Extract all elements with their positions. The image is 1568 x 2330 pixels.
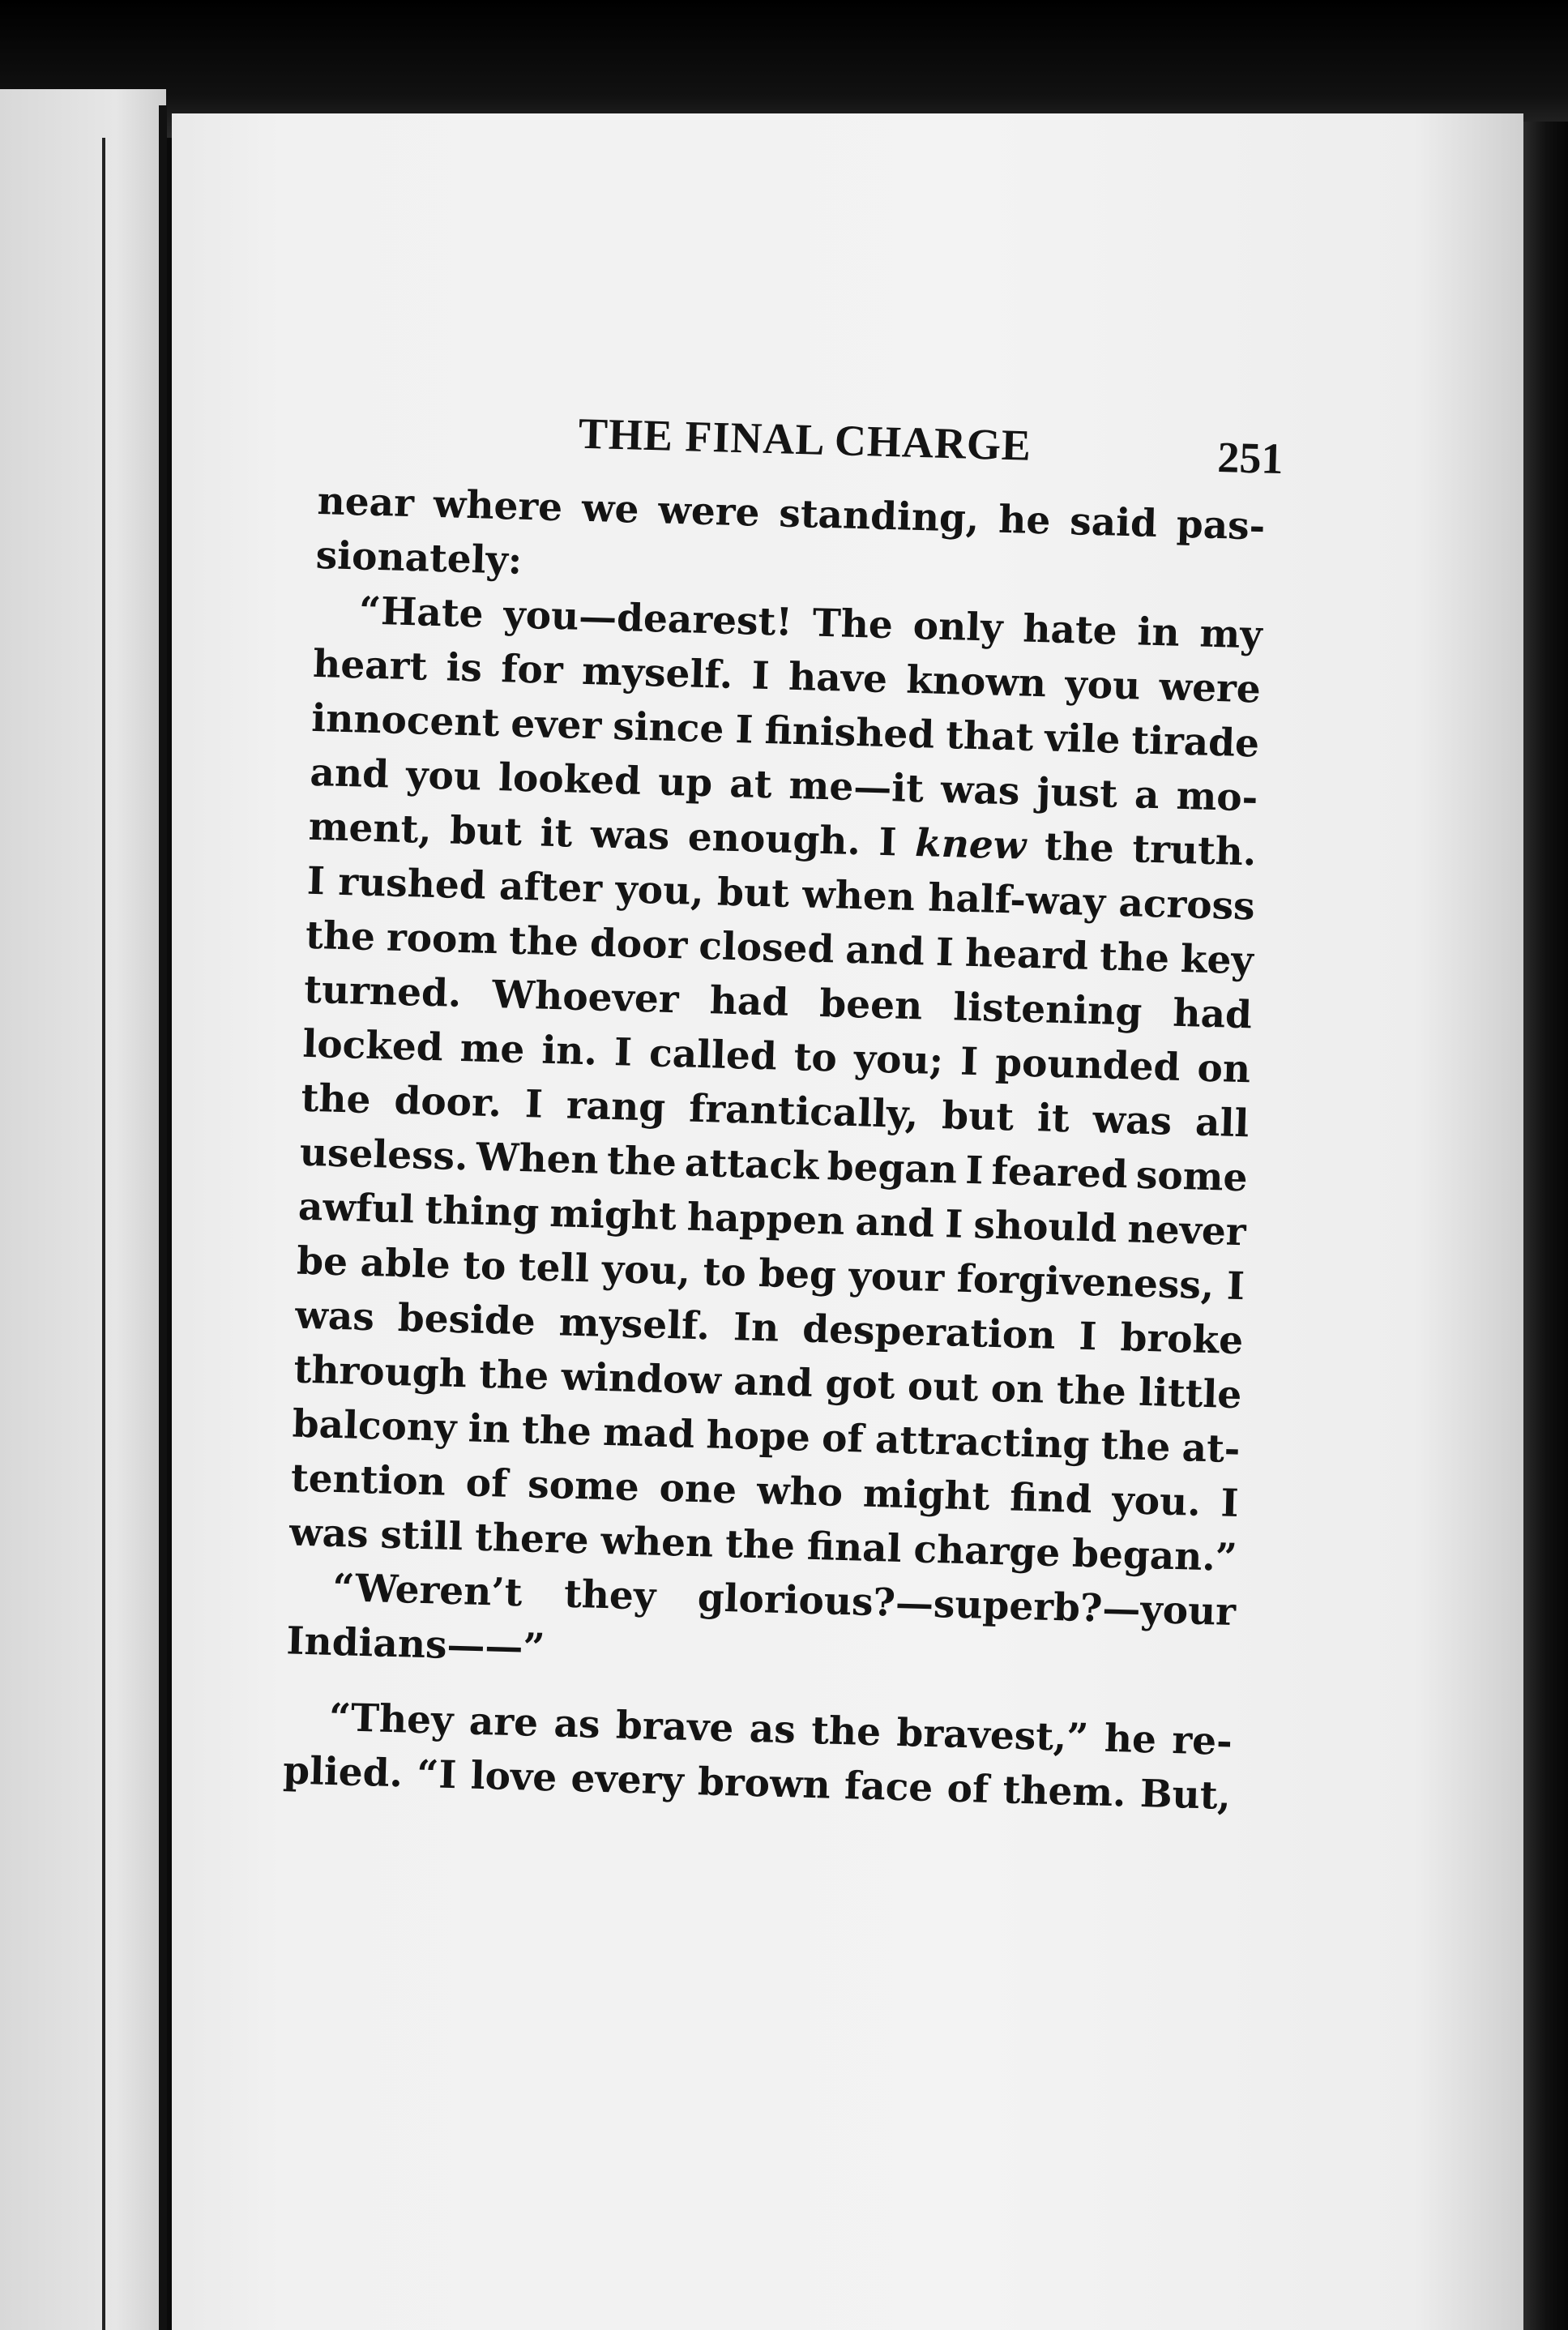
word: hate [1022,606,1118,654]
word: was [1092,1097,1173,1144]
word: said [1069,499,1158,546]
word: I [1226,1263,1245,1310]
word: closed [698,923,835,973]
word: as [749,1706,797,1753]
word: still [379,1512,464,1560]
word: plied. [282,1748,404,1797]
word: beside [397,1296,536,1345]
word: But, [1139,1772,1232,1819]
word: feared [990,1148,1129,1198]
word: after [498,864,603,912]
word: is [445,645,483,691]
word: you, [614,867,705,915]
word: attracting [874,1417,1090,1469]
word: of [821,1416,865,1462]
word: I [878,819,898,866]
word: Whoever [491,973,680,1023]
word: began.” [1071,1531,1238,1581]
word: in [467,1406,511,1452]
word: in. [540,1028,598,1075]
word: my [1198,611,1263,658]
word: you—dearest! [502,592,793,645]
word: tell [518,1245,591,1292]
word: pounded [994,1040,1181,1091]
word: love [470,1753,558,1801]
word: balcony [292,1401,458,1451]
word: got [824,1362,896,1409]
word: able [359,1240,451,1288]
word: desperation [801,1306,1057,1358]
word: I [1078,1314,1098,1360]
word: heard [964,930,1089,979]
word: you. [1111,1477,1202,1525]
word: but [716,870,790,917]
word: I [750,653,771,699]
word: one [658,1465,737,1513]
word: I [964,1148,985,1194]
word: room [386,915,498,964]
word: Indians——” [285,1618,546,1671]
word: it [1036,1096,1070,1142]
word: hope [705,1413,811,1460]
word: and [844,927,925,975]
word: “Hate [358,588,485,637]
word: In [733,1305,780,1351]
word: window [561,1354,722,1404]
word: some [527,1462,640,1511]
word: near [316,478,415,527]
word: who [756,1469,844,1516]
word: the [606,1138,677,1186]
word: the [305,913,376,960]
word: all [1194,1100,1250,1147]
word: he [1104,1716,1157,1763]
word: might [862,1471,991,1520]
word: brown [697,1759,831,1808]
word: to [702,1250,747,1296]
word: but [941,1093,1015,1140]
word: across [1117,880,1256,930]
word: I [944,1202,964,1247]
word: they [563,1571,656,1619]
word: on [990,1366,1045,1413]
word: ment, [308,804,433,853]
word: When [475,1135,600,1183]
word: it [539,810,574,857]
word: bravest,” [895,1710,1090,1761]
word: a [1134,772,1160,819]
word: broke [1119,1315,1244,1364]
word: to [462,1243,507,1289]
word: glorious?—superb?—your [697,1575,1237,1635]
word: been [818,981,924,1029]
word: since [612,703,725,752]
word: final [806,1524,903,1571]
word: were [657,488,761,536]
word: enough. [687,814,861,865]
word: when [801,872,916,921]
word: was [590,812,671,859]
word: through [293,1347,468,1397]
word: the [1044,824,1115,871]
word: I [1220,1481,1240,1527]
word: myself. [581,648,733,698]
scan-background-right [1523,122,1568,2330]
word: to [793,1035,838,1081]
word: thing [424,1187,540,1236]
word: in [1136,609,1181,656]
word: of [946,1766,989,1812]
word: every [570,1756,685,1804]
word: are [468,1699,539,1746]
word: the [810,1708,882,1755]
word: door. [393,1078,502,1127]
word: the [478,1352,549,1400]
page-text-block [282,401,1284,1823]
word: The [812,601,894,648]
word: were [1158,665,1262,712]
word: I [935,930,955,976]
word: up [657,759,713,806]
running-title: THE FINAL CHARGE [578,408,1032,470]
word: be [296,1238,348,1285]
word: myself. [558,1300,711,1349]
word: your [848,1254,945,1302]
word: the [1100,1423,1172,1470]
word: on [1196,1045,1251,1092]
word: looked [498,755,642,804]
word: awful [297,1184,415,1233]
word: standing, [778,491,980,542]
word: only [912,603,1004,651]
word: I [306,858,326,904]
word: was [940,767,1021,814]
word: but [449,808,523,855]
word: where [433,481,563,531]
word: brave [615,1703,735,1751]
word: “They [328,1695,455,1744]
word: I [524,1082,544,1127]
word: listening [952,985,1143,1035]
word: me [459,1025,526,1073]
word: the [300,1075,372,1122]
word: innocent [310,695,501,746]
page-binding-edge [159,105,167,2330]
word: you, [601,1246,691,1294]
word: finished [763,708,935,758]
word: key [1180,936,1254,984]
word: as [553,1701,601,1747]
word: me—it [788,763,925,812]
word: had [1172,990,1253,1038]
word: I [959,1039,979,1085]
word: of [465,1460,509,1507]
word: you [405,753,482,800]
word: might [549,1191,677,1240]
word: locked [301,1021,444,1071]
word: turned. [303,967,462,1016]
word: frantically, [688,1086,920,1138]
word: pas- [1176,502,1266,549]
word: had [709,978,789,1025]
word: tirade [1130,718,1260,767]
word: sionately: [315,532,523,584]
word: happen [686,1195,846,1244]
word: them. [1002,1768,1127,1816]
word: mad [602,1409,695,1457]
word: there [474,1515,590,1563]
word: charge [912,1527,1061,1576]
word: and [854,1199,935,1246]
word: ever [510,701,603,749]
word: attack [684,1140,820,1189]
word: and [309,750,390,797]
word: the [521,1408,592,1455]
word: the [508,918,579,965]
word: the [1099,934,1170,981]
word: he [998,497,1052,544]
page-number: 251 [1216,432,1284,484]
word: never [1126,1207,1247,1255]
word: I [613,1030,633,1075]
word: half-way [927,875,1106,926]
word: door [589,921,689,968]
word: out [907,1364,979,1411]
word: vile [1044,716,1122,763]
word: beg [758,1251,837,1298]
word: “Weren’t [331,1565,523,1616]
word: known [905,657,1047,707]
word: should [972,1203,1118,1251]
word: I [734,708,754,753]
word: at- [1181,1426,1241,1473]
word: for [500,647,564,694]
word: was [294,1293,375,1340]
word: find [1009,1475,1093,1523]
word: tention [290,1456,446,1505]
word: and [733,1359,814,1406]
word: we [581,485,640,532]
word: you [1064,662,1142,709]
word: at [728,761,773,808]
body-text [282,474,1266,1823]
word: forgiveness, [955,1256,1215,1309]
word: some [1135,1152,1249,1201]
word: just [1036,770,1118,817]
word: little [1138,1370,1242,1418]
word: mo- [1175,773,1258,821]
word: rushed [337,859,487,908]
word: was [288,1510,370,1558]
word: have [788,654,888,703]
word: knew [914,821,1028,869]
word: you; [853,1037,944,1084]
word: truth. [1131,827,1257,875]
word: rang [566,1083,666,1131]
word: began [827,1144,958,1193]
word: called [648,1031,778,1079]
word: the [724,1522,796,1569]
word: face [844,1764,934,1811]
word: heart [312,641,428,690]
word: when [600,1518,714,1567]
word: re- [1171,1718,1233,1765]
word: useless. [299,1130,469,1180]
facing-page-edge [0,89,166,2330]
word: the [1056,1368,1127,1415]
gutter-line [102,138,105,2330]
word: “I [416,1751,458,1798]
word: that [945,713,1035,760]
